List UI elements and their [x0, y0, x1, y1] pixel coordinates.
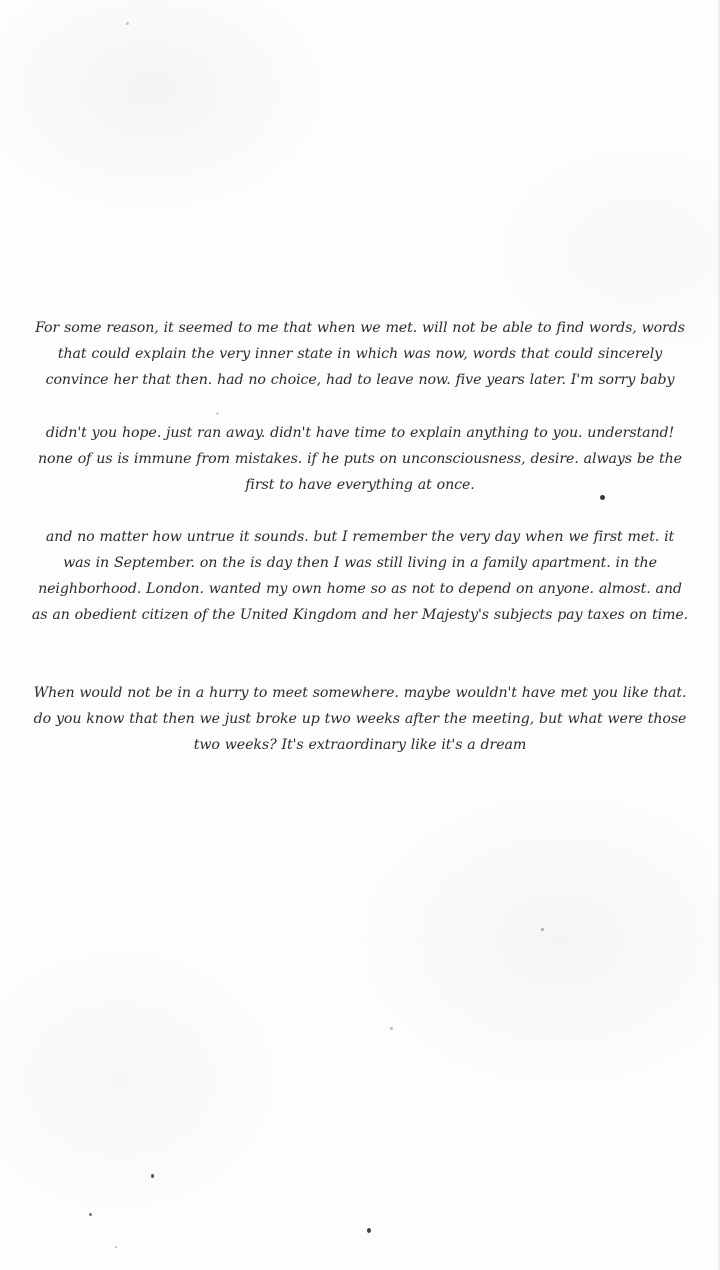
paragraph-2: didn't you hope. just ran away. didn't have time to explain anything to you. understand! none of us is immune from mistakes. if he puts on unconsciousness, desire. always be the first to have everything at once. — [38, 425, 682, 493]
paragraph-4: When would not be in a hurry to meet somewhere. maybe wouldn't have met you like that. do you know that then we just broke up two weeks after the meeting, but what were those two weeks? It's extraordinary like it's a dream — [33, 685, 687, 753]
ink-speck — [89, 1213, 92, 1216]
paragraph-1: For some reason, it seemed to me that when we met. will not be able to find words, words that could explain the very inner state in which was now, words that could sincerely convince her that then. had no choice, had to leave now. five years later. I'm sorry baby — [35, 320, 685, 388]
ink-speck — [390, 1027, 393, 1030]
ink-speck — [541, 928, 544, 931]
ink-speck — [151, 1174, 154, 1178]
ink-speck — [216, 412, 219, 415]
ink-speck — [115, 1246, 117, 1248]
ink-speck — [126, 22, 129, 25]
ink-speck — [367, 1228, 371, 1233]
paragraph-3: and no matter how untrue it sounds. but I remember the very day when we first met. it was in September. on the is day then I was still living in a family apartment. in the neighborhood. London. wanted my own home so as not to depend on anyone. almost. and as an obedient citizen of the United Kingdom and her Majesty's subjects pay taxes on time. — [31, 529, 689, 623]
